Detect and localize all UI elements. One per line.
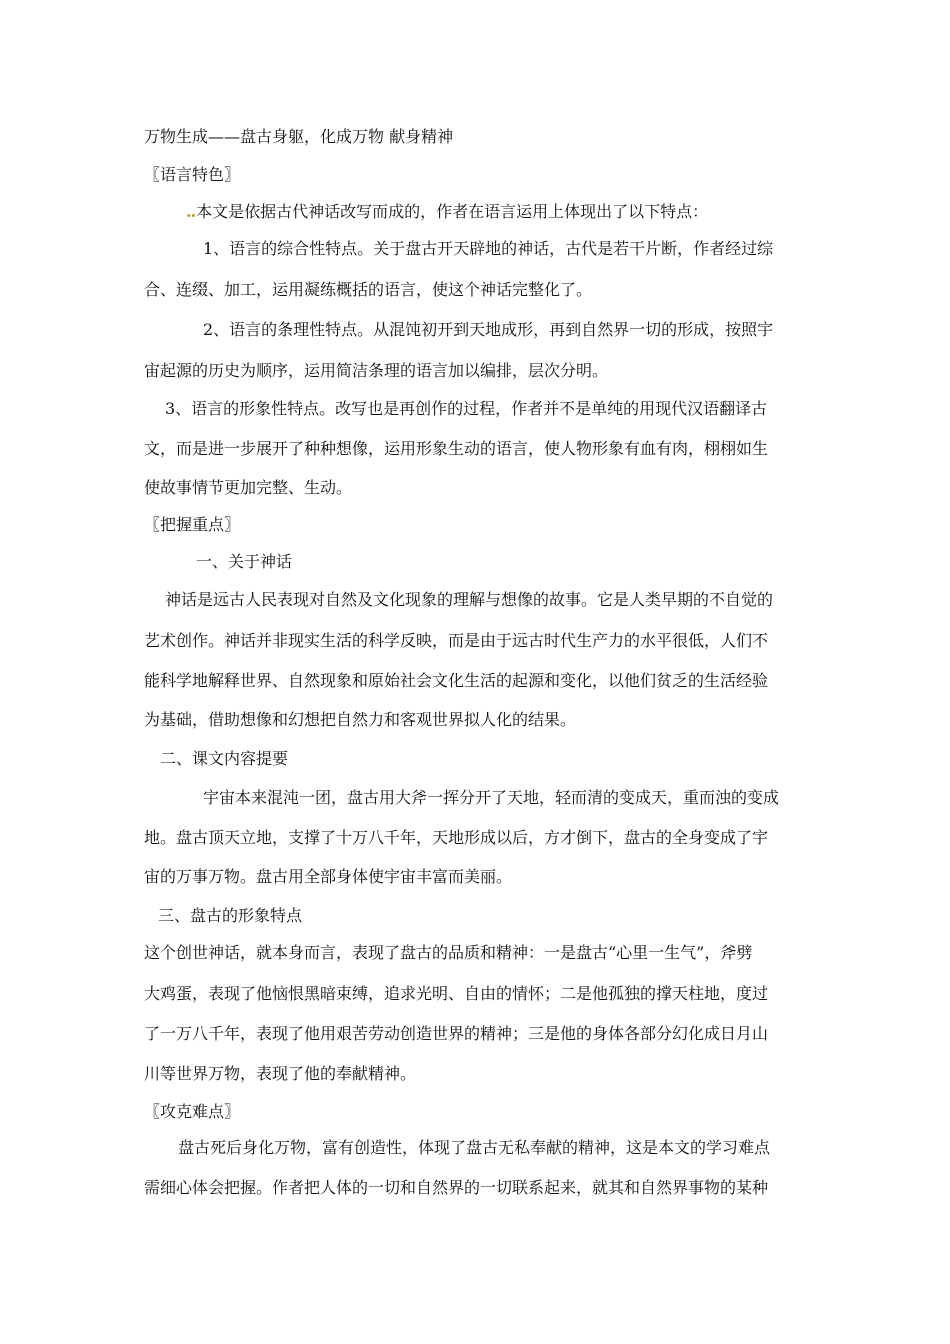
heading-summary: 二、课文内容提要 bbox=[160, 749, 289, 768]
myth-line3: 能科学地解释世界、自然现象和原始社会文化生活的起源和变化，以他们贫乏的生活经验 bbox=[144, 671, 769, 690]
heading-image-traits: 三、盘古的形象特点 bbox=[158, 906, 303, 925]
point1-line1: 1、语言的综合性特点。关于盘古开天辟地的神话，古代是若干片断，作者经过综 bbox=[203, 239, 774, 258]
myth-line4: 为基础，借助想像和幻想把自然力和客观世界拟人化的结果。 bbox=[144, 710, 577, 729]
point3-line2: 文，而是进一步展开了种种想像，运用形象生动的语言，使人物形象有血有肉，栩栩如生 bbox=[144, 439, 769, 458]
title-line: 万物生成——盘古身躯，化成万物 献身精神 bbox=[144, 127, 454, 146]
intro-paragraph bbox=[186, 201, 850, 223]
myth-line1: 神话是远古人民表现对自然及文化现象的理解与想像的故事。它是人类早期的不自觉的 bbox=[165, 590, 774, 609]
traits-line2: 大鸡蛋，表现了他恼恨黑暗束缚，追求光明、自由的情怀；二是他孤独的撑天柱地，度过 bbox=[144, 984, 769, 1003]
summary-line2: 地。盘古顶天立地，支撑了十万八千年，天地形成以后，方才倒下，盘古的全身变成了宇 bbox=[144, 828, 769, 847]
point2-line2: 宙起源的历史为顺序，运用简洁条理的语言加以编排，层次分明。 bbox=[144, 361, 609, 380]
difficulty-line1: 盘古死后身化万物，富有创造性，体现了盘古无私奉献的精神，这是本文的学习难点 bbox=[178, 1138, 771, 1157]
traits-line4: 川等世界万物，表现了他的奉献精神。 bbox=[144, 1064, 417, 1083]
summary-line3: 宙的万事万物。盘古用全部身体使宇宙丰富而美丽。 bbox=[144, 867, 513, 886]
point2-line1: 2、语言的条理性特点。从混饨初开到天地成形，再到自然界一切的形成，按照宇 bbox=[203, 320, 774, 339]
intro-text: 本文是依据古代神话改写而成的，作者在语言运用上体现出了以下特点： bbox=[196, 202, 709, 221]
myth-line2: 艺术创作。神话并非现实生活的科学反映，而是由于远古时代生产力的水平很低，人们不 bbox=[144, 631, 769, 650]
summary-line1: 宇宙本来混沌一团，盘古用大斧一挥分开了天地，轻而清的变成天，重而浊的变成 bbox=[203, 788, 780, 807]
point1-line2: 合、连缀、加工，运用凝练概括的语言，使这个神话完整化了。 bbox=[144, 280, 593, 299]
point3-line3: 使故事情节更加完整、生动。 bbox=[144, 478, 353, 497]
heading-about-myth: 一、关于神话 bbox=[196, 552, 293, 571]
section-heading-language: 〖语言特色〗 bbox=[144, 165, 241, 184]
section-heading-focus: 〖把握重点〗 bbox=[144, 515, 241, 534]
section-heading-difficulty: 〖攻克难点〗 bbox=[144, 1102, 241, 1121]
traits-line3: 了一万八千年，表现了他用艰苦劳动创造世界的精神；三是他的身体各部分幻化成日月山 bbox=[144, 1024, 769, 1043]
point3-line1: 3、语言的形象性特点。改写也是再创作的过程，作者并不是单纯的用现代汉语翻译古 bbox=[165, 399, 768, 418]
difficulty-line2: 需细心体会把握。作者把人体的一切和自然界的一切联系起来，就其和自然界事物的某种 bbox=[144, 1178, 769, 1197]
traits-line1: 这个创世神话，就本身而言，表现了盘古的品质和精神：一是盘古“心里一生气”，斧劈 bbox=[144, 943, 753, 962]
intro-marker: .. bbox=[186, 202, 196, 221]
